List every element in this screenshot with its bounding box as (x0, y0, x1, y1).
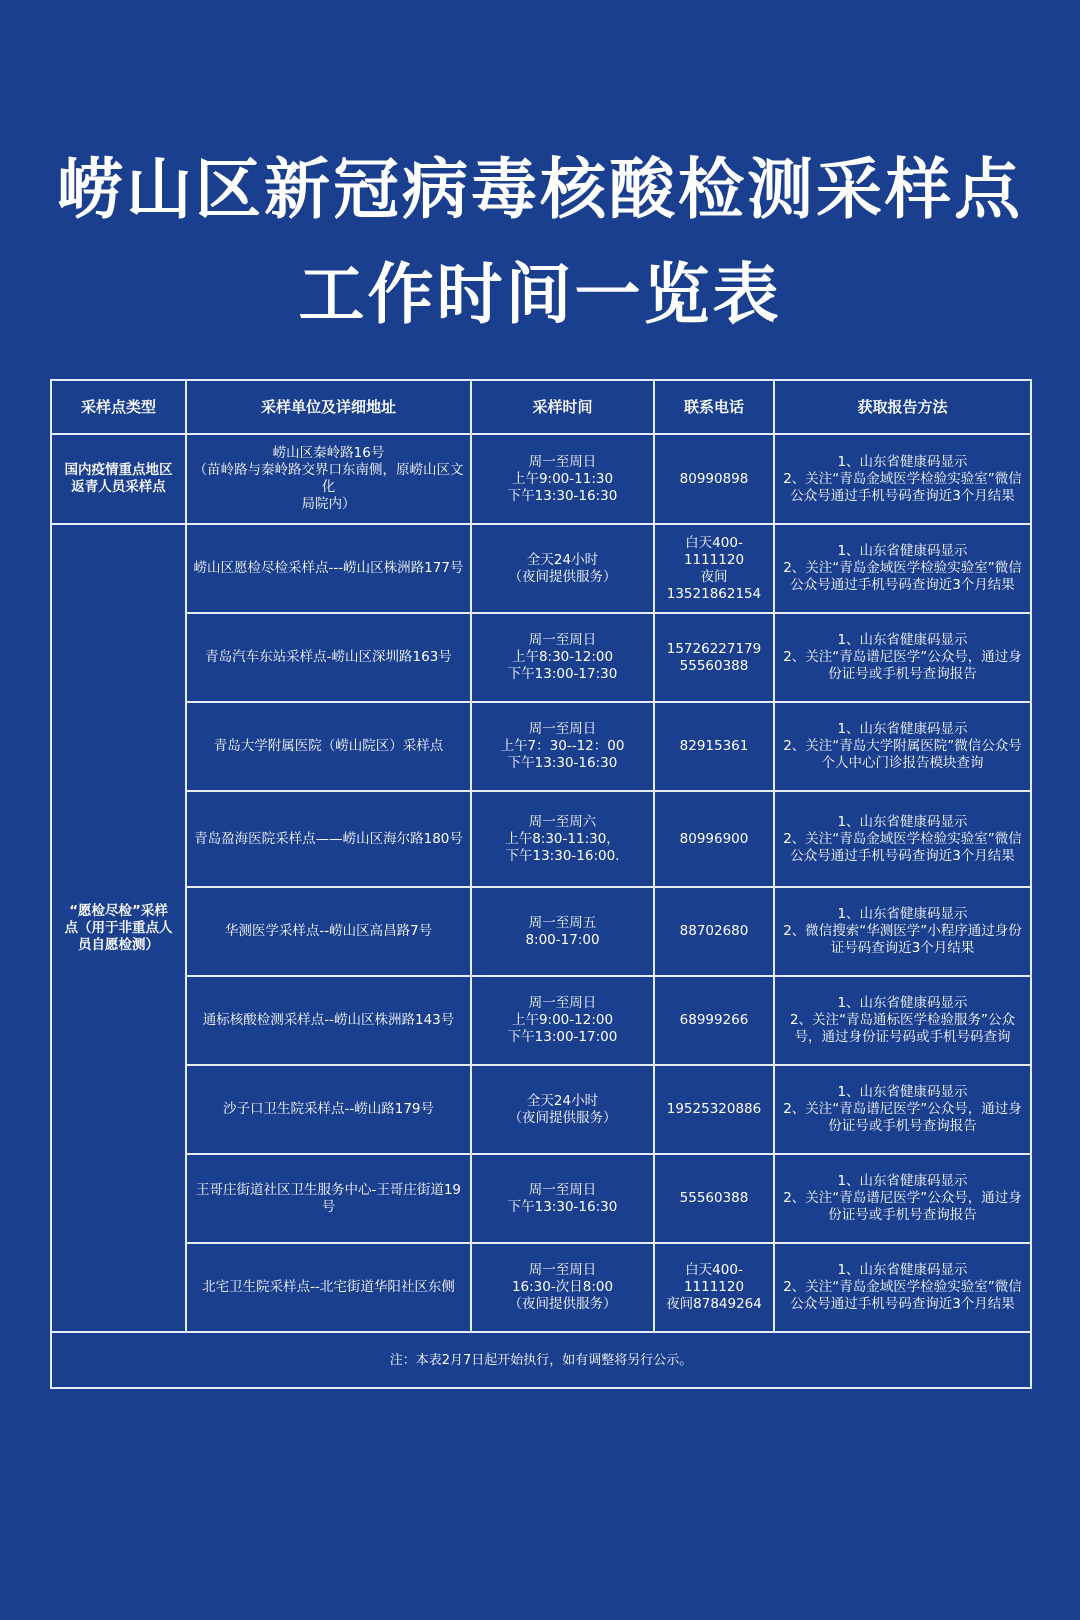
sampling-schedule-table (50, 379, 1032, 1389)
sampling-time-cell: 周一至周日 上午8:30-12:00 下午13:00-17:30 (471, 613, 654, 702)
unit-address-cell: 华测医学采样点--崂山区高昌路7号 (186, 887, 471, 976)
table-row (51, 1065, 1031, 1154)
sampling-time-cell: 周一至周日 下午13:30-16:30 (471, 1154, 654, 1243)
table-note: 注：本表2月7日起开始执行，如有调整将另行公示。 (51, 1332, 1031, 1388)
table-row (51, 524, 1031, 613)
page-title-line-1: 崂山区新冠病毒核酸检测采样点 (57, 151, 1023, 228)
report-method-cell: 1、山东省健康码显示 2、关注“青岛金域医学检验实验室”微信 公众号通过手机号码查询近3个月结果 (774, 524, 1031, 613)
table-row (51, 613, 1031, 702)
header-phone: 联系电话 (654, 380, 774, 434)
sampling-time-cell: 全天24小时 （夜间提供服务） (471, 524, 654, 613)
sampling-time-cell: 周一至周日 16:30-次日8:00 （夜间提供服务） (471, 1243, 654, 1332)
report-method-cell: 1、山东省健康码显示 2、关注“青岛金域医学检验实验室”微信 公众号通过手机号码查询近3个月结果 (774, 434, 1031, 524)
unit-address-cell: 青岛汽车东站采样点-崂山区深圳路163号 (186, 613, 471, 702)
sampling-time-cell: 周一至周日 上午7：30--12：00 下午13:30-16:30 (471, 702, 654, 791)
phone-cell: 55560388 (654, 1154, 774, 1243)
table-row (51, 702, 1031, 791)
table-row (51, 1243, 1031, 1332)
phone-cell: 15726227179 55560388 (654, 613, 774, 702)
unit-address-cell: 崂山区愿检尽检采样点---崂山区株洲路177号 (186, 524, 471, 613)
report-method-cell: 1、山东省健康码显示 2、关注“青岛谱尼医学”公众号，通过身 份证号或手机号查询报告 (774, 1065, 1031, 1154)
table-row (51, 1154, 1031, 1243)
page-title-line-2: 工作时间一览表 (298, 256, 782, 333)
sampling-time-cell: 周一至周日 上午9:00-11:30 下午13:30-16:30 (471, 434, 654, 524)
report-method-cell: 1、山东省健康码显示 2、关注“青岛金域医学检验实验室”微信 公众号通过手机号码查询近3个月结果 (774, 791, 1031, 887)
unit-address-cell: 青岛大学附属医院（崂山院区）采样点 (186, 702, 471, 791)
phone-cell: 68999266 (654, 976, 774, 1065)
site-type-voluntary: “愿检尽检”采样 点（用于非重点人 员自愿检测） (51, 524, 186, 1332)
report-method-cell: 1、山东省健康码显示 2、关注“青岛金域医学检验实验室”微信 公众号通过手机号码查询近3个月结果 (774, 1243, 1031, 1332)
header-unit-address: 采样单位及详细地址 (186, 380, 471, 434)
sampling-time-cell: 周一至周日 上午9:00-12:00 下午13:00-17:00 (471, 976, 654, 1065)
header-site-type: 采样点类型 (51, 380, 186, 434)
report-method-cell: 1、山东省健康码显示 2、关注“青岛谱尼医学”公众号，通过身 份证号或手机号查询报告 (774, 1154, 1031, 1243)
sampling-time-cell: 全天24小时 （夜间提供服务） (471, 1065, 654, 1154)
header-report-method: 获取报告方法 (774, 380, 1031, 434)
report-method-cell: 1、山东省健康码显示 2、关注“青岛通标医学检验服务”公众 号，通过身份证号码或手机号码查询 (774, 976, 1031, 1065)
table-row (51, 887, 1031, 976)
unit-address-cell: 王哥庄街道社区卫生服务中心-王哥庄街道19号 (186, 1154, 471, 1243)
unit-address-cell: 沙子口卫生院采样点--崂山路179号 (186, 1065, 471, 1154)
header-sampling-time: 采样时间 (471, 380, 654, 434)
phone-cell: 80990898 (654, 434, 774, 524)
sampling-time-cell: 周一至周六 上午8:30-11:30， 下午13:30-16:00. (471, 791, 654, 887)
phone-cell: 80996900 (654, 791, 774, 887)
phone-cell: 白天400- 1111120 夜间 13521862154 (654, 524, 774, 613)
sampling-time-cell: 周一至周五 8:00-17:00 (471, 887, 654, 976)
report-method-cell: 1、山东省健康码显示 2、微信搜索“华测医学”小程序通过身份 证号码查询近3个月结果 (774, 887, 1031, 976)
table-row (51, 434, 1031, 524)
phone-cell: 白天400- 1111120 夜间87849264 (654, 1243, 774, 1332)
unit-address-cell: 崂山区秦岭路16号 （苗岭路与秦岭路交界口东南侧，原崂山区文化 局院内） (186, 434, 471, 524)
unit-address-cell: 青岛盈海医院采样点——崂山区海尔路180号 (186, 791, 471, 887)
table-row (51, 791, 1031, 887)
phone-cell: 82915361 (654, 702, 774, 791)
table-note-row (51, 1332, 1031, 1388)
unit-address-cell: 北宅卫生院采样点--北宅街道华阳社区东侧 (186, 1243, 471, 1332)
report-method-cell: 1、山东省健康码显示 2、关注“青岛谱尼医学”公众号，通过身 份证号或手机号查询报告 (774, 613, 1031, 702)
unit-address-cell: 通标核酸检测采样点--崂山区株洲路143号 (186, 976, 471, 1065)
site-type-key-region: 国内疫情重点地区 返青人员采样点 (51, 434, 186, 524)
phone-cell: 88702680 (654, 887, 774, 976)
table-row (51, 976, 1031, 1065)
table-header-row (51, 380, 1031, 434)
phone-cell: 19525320886 (654, 1065, 774, 1154)
report-method-cell: 1、山东省健康码显示 2、关注“青岛大学附属医院”微信公众号 个人中心门诊报告模块查询 (774, 702, 1031, 791)
